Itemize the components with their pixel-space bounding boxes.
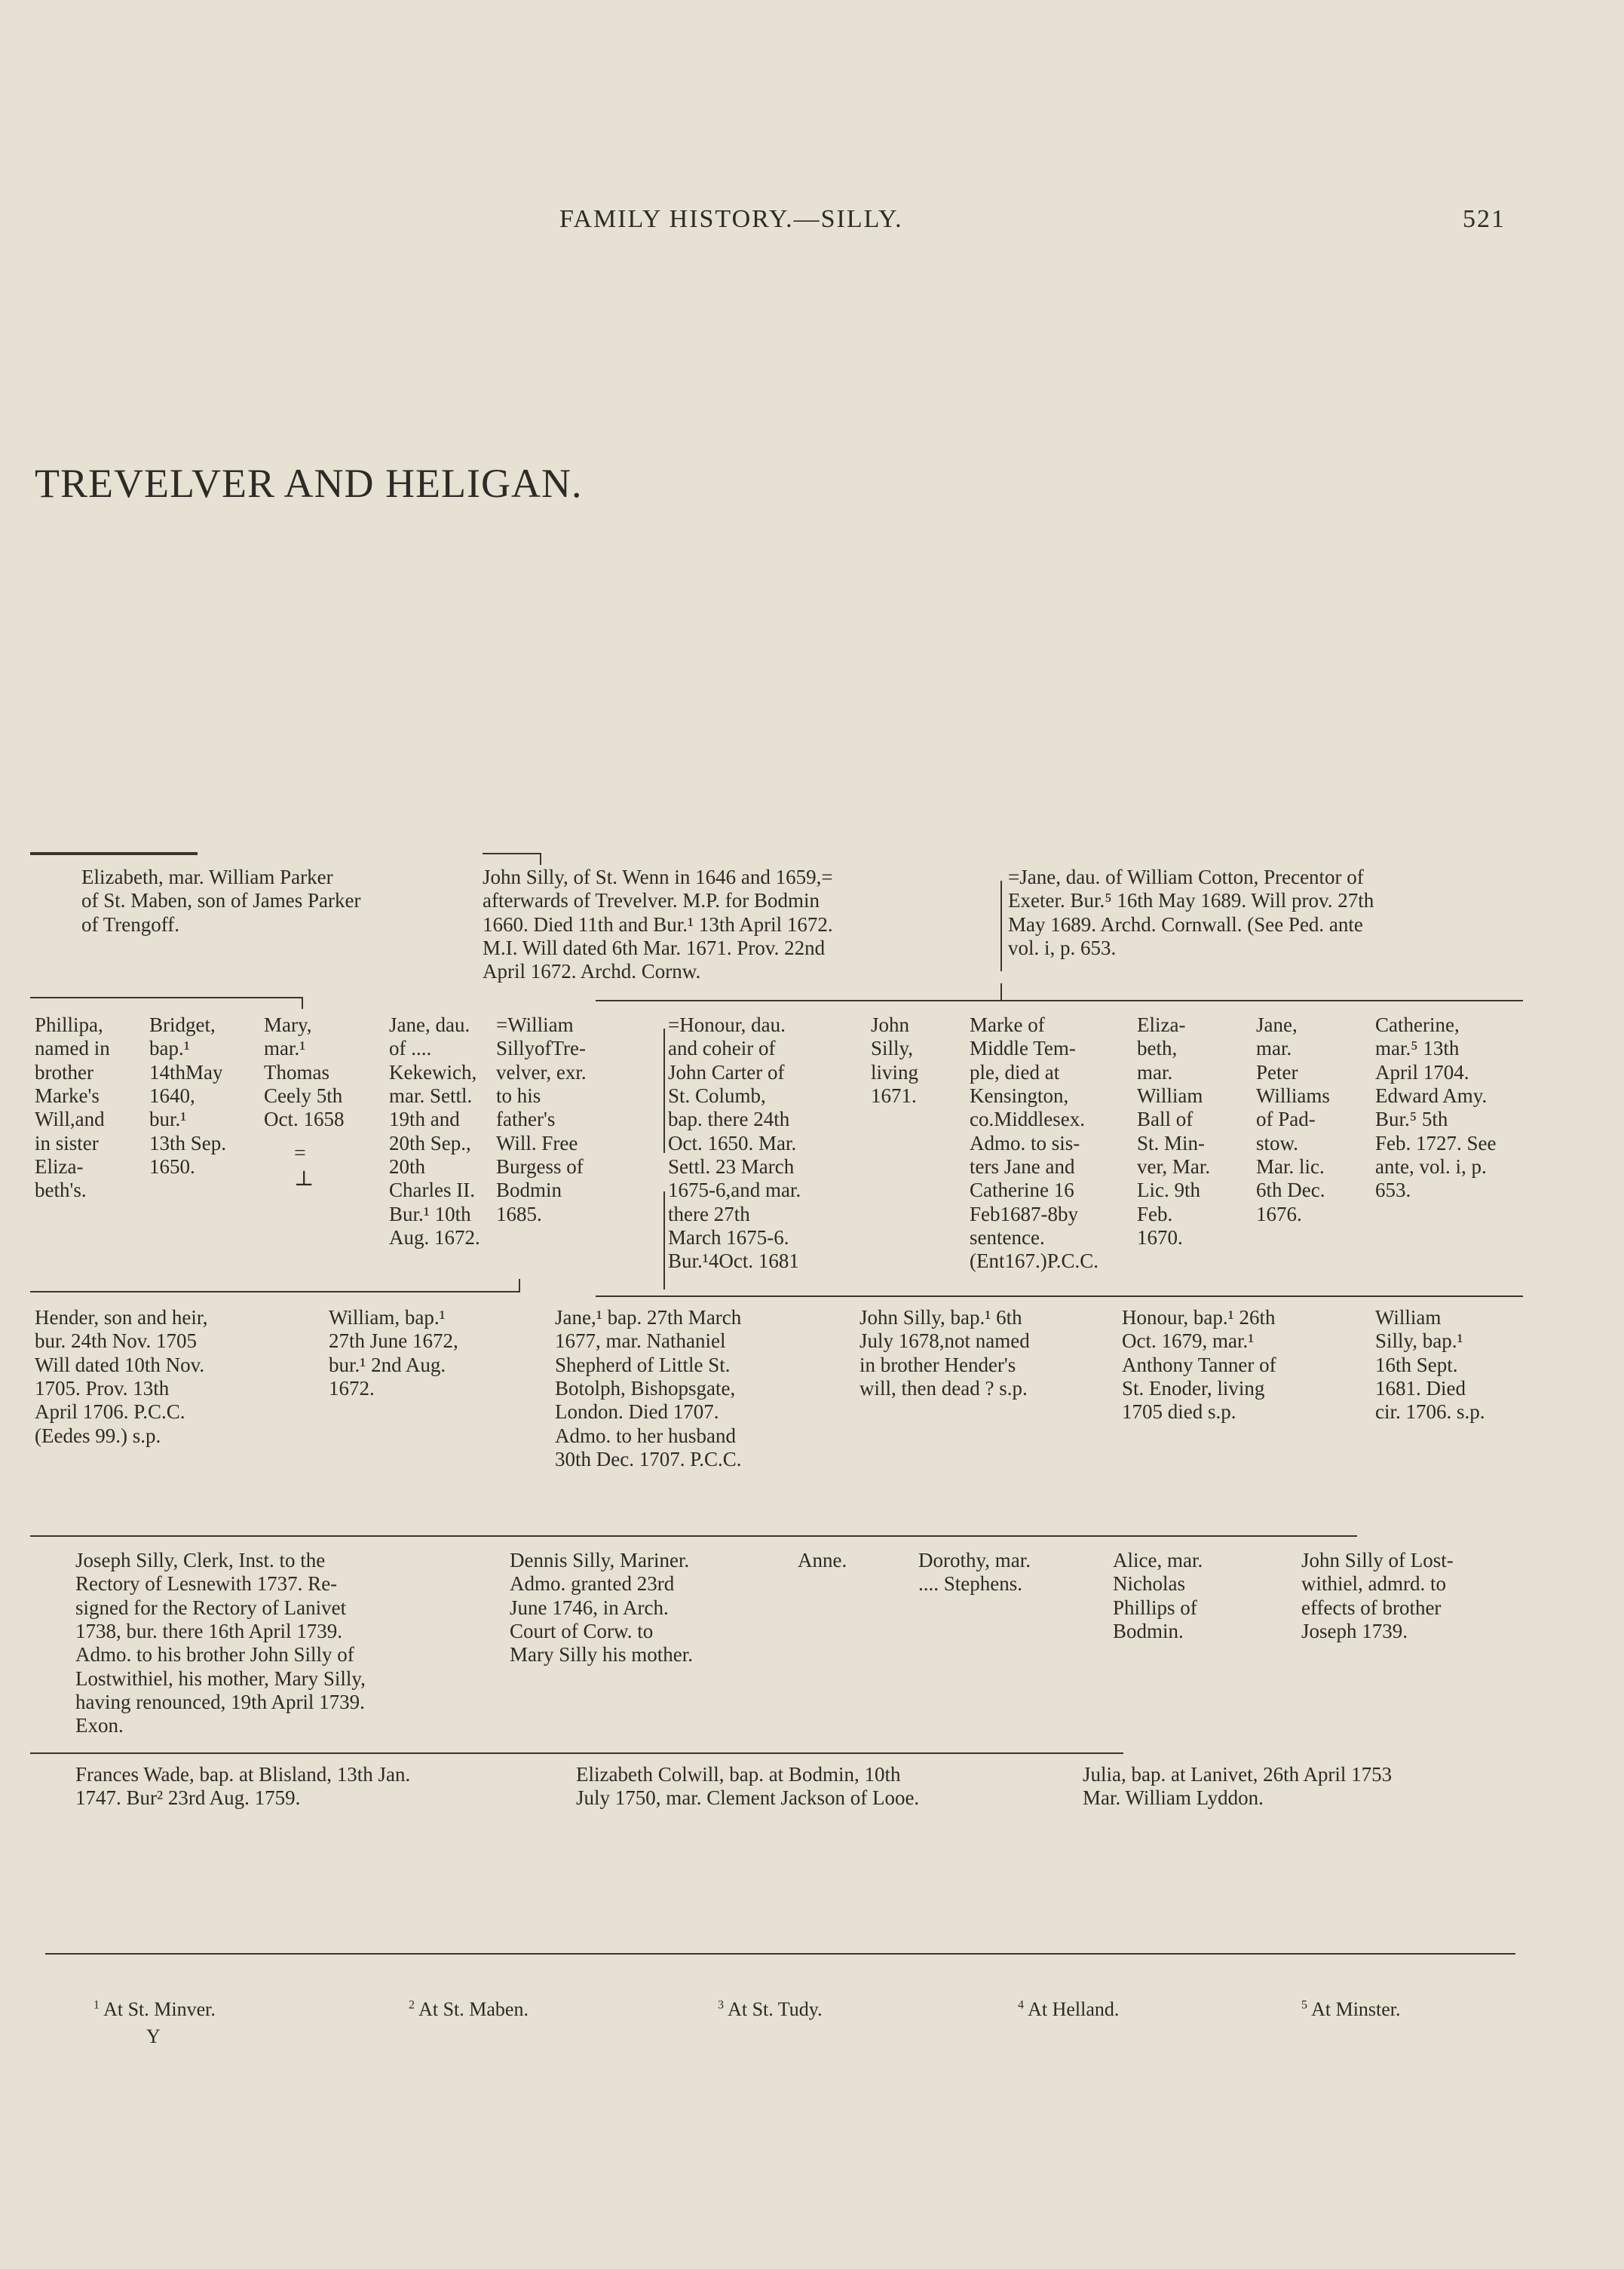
honour-carter-entry: =Honour, dau. and coheir of John Carter of St. Columb, bap. there 24th Oct. 1650. Mar. Settl. 23 March 1675-6,and mar. there 27th March 1675-6. Bur.¹4Oct. 1681 — [668, 1013, 801, 1273]
connector-line — [519, 1279, 520, 1292]
john-living-entry: John Silly, living 1671. — [871, 1013, 919, 1107]
connector-line — [596, 1295, 1523, 1297]
connector-line — [302, 997, 303, 1009]
connector-line — [30, 1752, 1123, 1754]
connector-line — [30, 1535, 1357, 1537]
hender-entry: Hender, son and heir, bur. 24th Nov. 1705 Will dated 10th Nov. 1705. Prov. 13th April 1706. P.C.C. (Eedes 99.) s.p. — [35, 1306, 208, 1447]
footnote-1: $^1$ At St. Minver. — [93, 1998, 216, 2020]
connector-line — [1000, 983, 1002, 1000]
connector-line — [30, 997, 303, 998]
elizabeth-parker-entry: Elizabeth, mar. William Parker of St. Maben, son of James Parker of Trengoff. — [81, 866, 361, 936]
elizabeth-ball-entry: Eliza- beth, mar. William Ball of St. Min- ver, Mar. Lic. 9th Feb. 1670. — [1137, 1013, 1211, 1249]
signature-mark: Y — [146, 2025, 161, 2047]
connector-line — [596, 1000, 1523, 1001]
jane-williams-entry: Jane, mar. Peter Williams of Pad- stow. Mar. lic. 6th Dec. 1676. — [1256, 1013, 1330, 1225]
page-number: 521 — [1463, 205, 1506, 233]
footnote-5: $^5$ At Minster. — [1301, 1998, 1401, 2020]
connector-line — [663, 1029, 665, 1153]
alice-entry: Alice, mar. Nicholas Phillips of Bodmin. — [1113, 1549, 1203, 1642]
william-trevelver-entry: =William SillyofTre- velver, exr. to his father's Will. Free Burgess of Bodmin 1685. — [496, 1013, 587, 1225]
connector-line — [30, 852, 198, 855]
mary-entry: Mary, mar.¹ Thomas Ceely 5th Oct. 1658 — [264, 1013, 345, 1131]
dorothy-entry: Dorothy, mar. .... Stephens. — [918, 1549, 1031, 1596]
footnote-3: $^3$ At St. Tudy. — [718, 1998, 823, 2020]
frances-wade-entry: Frances Wade, bap. at Blisland, 13th Jan. 1747. Bur² 23rd Aug. 1759. — [75, 1763, 411, 1810]
william-1681-entry: William Silly, bap.¹ 16th Sept. 1681. Died cir. 1706. s.p. — [1375, 1306, 1485, 1424]
john-1678-entry: John Silly, bap.¹ 6th July 1678,not named in brother Hender's will, then dead ? s.p. — [859, 1306, 1030, 1400]
joseph-silly-entry: Joseph Silly, Clerk, Inst. to the Rectory of Lesnewith 1737. Re- signed for the Rectory of Lanivet 1738, bur. there 16th April 1739. Admo. to his brother John Silly of Lostwithiel, his mother, Mary Silly, having renounced, 19th April 1739. Exon. — [75, 1549, 366, 1737]
page-title: TREVELVER AND HELIGAN. — [35, 461, 583, 506]
dennis-silly-entry: Dennis Silly, Mariner. Admo. granted 23rd June 1746, in Arch. Court of Corw. to Mary Silly his mother. — [510, 1549, 693, 1666]
mary-descent-mark: = ⊥ — [294, 1142, 314, 1191]
footnote-2: $^2$ At St. Maben. — [409, 1998, 529, 2020]
phillipa-entry: Phillipa, named in brother Marke's Will,and in sister Eliza- beth's. — [35, 1013, 110, 1202]
connector-line — [483, 853, 541, 854]
footnote-rule — [45, 1953, 1515, 1955]
connector-line — [540, 853, 541, 865]
jane-kekewich-entry: Jane, dau. of .... Kekewich, mar. Settl. 19th and 20th Sep., 20th Charles II. Bur.¹ 10th Aug. 1672. — [389, 1013, 480, 1249]
catherine-entry: Catherine, mar.⁵ 13th April 1704. Edward Amy. Bur.⁵ 5th Feb. 1727. See ante, vol. i, p. 653. — [1375, 1013, 1497, 1202]
footnote-4: $^4$ At Helland. — [1018, 1998, 1120, 2020]
john-lostwithiel-entry: John Silly of Lost- withiel, admrd. to effects of brother Joseph 1739. — [1301, 1549, 1454, 1642]
julia-entry: Julia, bap. at Lanivet, 26th April 1753 Mar. William Lyddon. — [1083, 1763, 1393, 1810]
connector-line — [663, 1191, 665, 1289]
anne-entry: Anne. — [798, 1549, 847, 1571]
honour-tanner-entry: Honour, bap.¹ 26th Oct. 1679, mar.¹ Anthony Tanner of St. Enoder, living 1705 died s.p. — [1122, 1306, 1276, 1424]
william-1672-entry: William, bap.¹ 27th June 1672, bur.¹ 2nd Aug. 1672. — [329, 1306, 458, 1400]
jane-shepherd-entry: Jane,¹ bap. 27th March 1677, mar. Nathaniel Shepherd of Little St. Botolph, Bishopsgate, London. Died 1707. Admo. to her husband 30th Dec. 1707. P.C.C. — [555, 1306, 742, 1470]
connector-line — [1000, 881, 1002, 971]
john-silly-entry: John Silly, of St. Wenn in 1646 and 1659,= afterwards of Trevelver. M.P. for Bodmin 1660. Died 11th and Bur.¹ 13th April 1672. M.I. Will dated 6th Mar. 1671. Prov. 22nd April 1672. Archd. Cornw. — [483, 866, 833, 983]
running-title: FAMILY HISTORY.—SILLY. — [559, 205, 903, 233]
jane-cotton-entry: =Jane, dau. of William Cotton, Precentor of Exeter. Bur.⁵ 16th May 1689. Will prov. 27th May 1689. Archd. Cornwall. (See Ped. ante vol. i, p. 653. — [1008, 866, 1374, 959]
bridget-entry: Bridget, bap.¹ 14thMay 1640, bur.¹ 13th Sep. 1650. — [149, 1013, 227, 1178]
marke-entry: Marke of Middle Tem- ple, died at Kensington, co.Middlesex. Admo. to sis- ters Jane and Catherine 16 Feb1687-8by sentence. (Ent167.)P.C.C. — [970, 1013, 1099, 1273]
elizabeth-colwill-entry: Elizabeth Colwill, bap. at Bodmin, 10th July 1750, mar. Clement Jackson of Looe. — [576, 1763, 920, 1810]
connector-line — [30, 1291, 520, 1292]
